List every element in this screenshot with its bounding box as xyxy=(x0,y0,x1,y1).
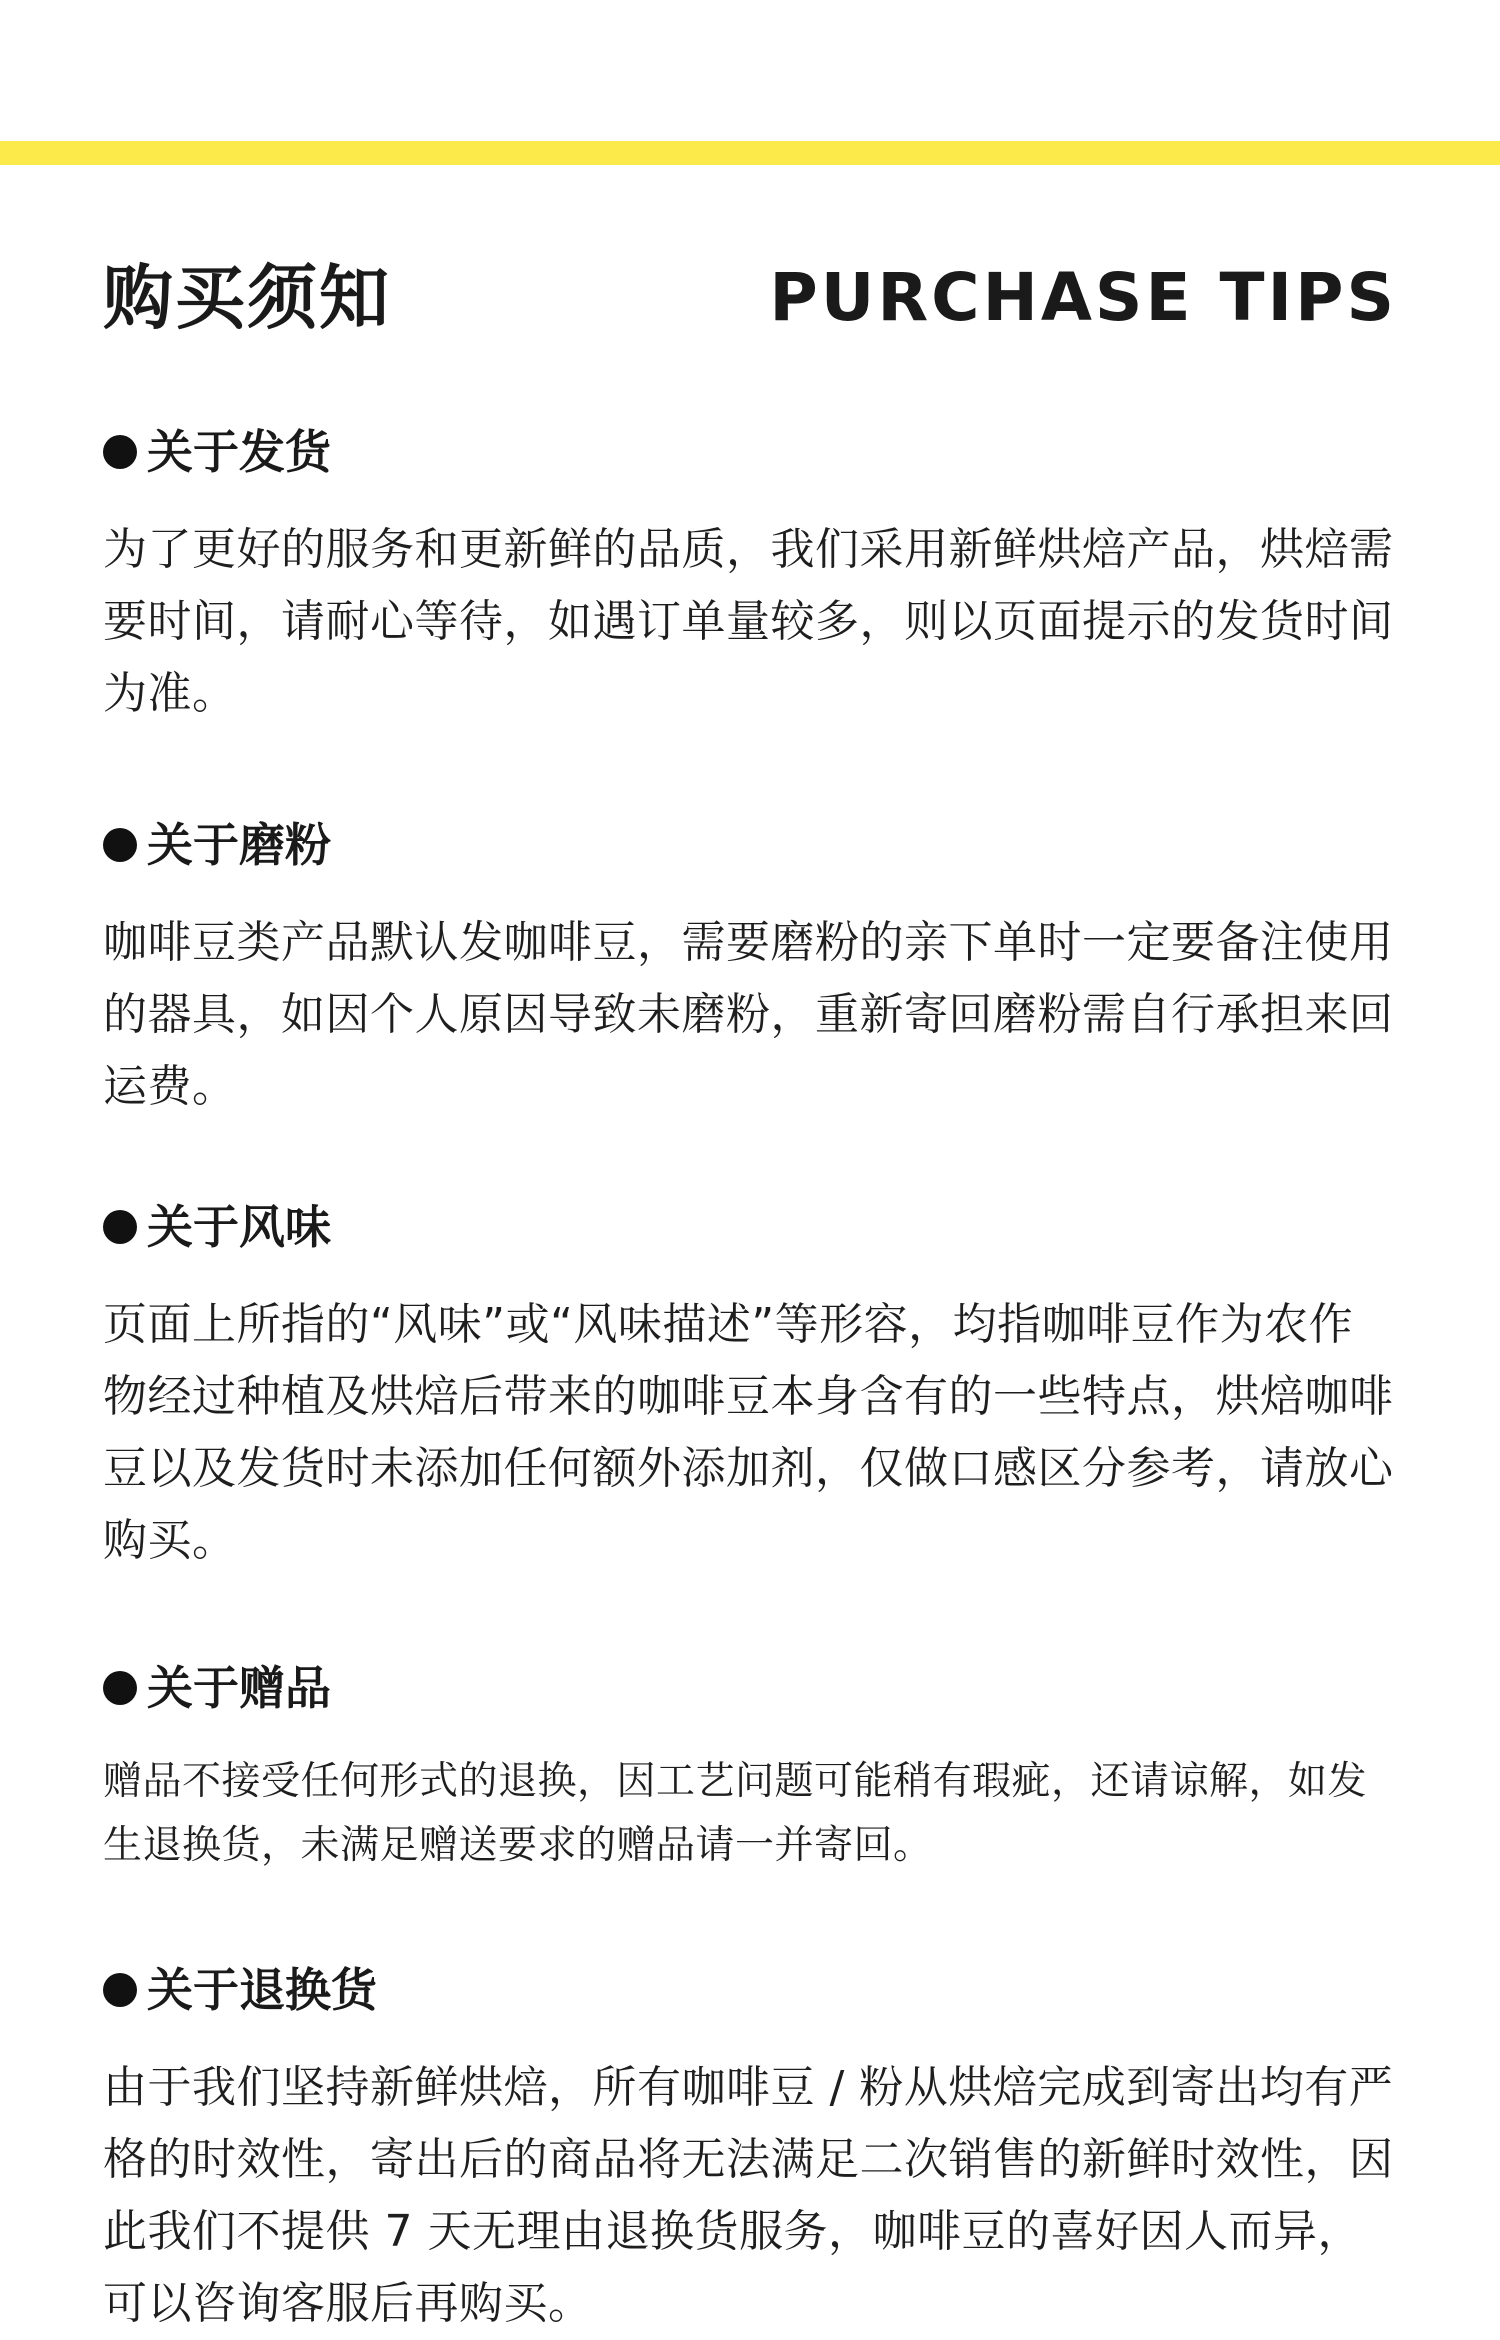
section-returns xyxy=(103,1960,1397,2340)
bullet-icon xyxy=(103,435,137,469)
section-heading xyxy=(103,1197,1397,1257)
section-body: 赠品不接受任何形式的退换，因工艺问题可能稍有瑕疵，还请谅解，如发生退换货，未满足赠送要求的赠品请一并寄回。 xyxy=(103,1759,1368,1868)
section-heading xyxy=(103,815,1397,875)
section-body: 由于我们坚持新鲜烘焙，所有咖啡豆 / 粉从烘焙完成到寄出均有严格的时效性，寄出后的商品将无法满足二次销售的新鲜时效性，因此我们不提供 7 天无理由退换货服务，咖啡豆的喜好因人而异，可以咨询客服后再购买。 xyxy=(103,2062,1394,2329)
section-body: 为了更好的服务和更新鲜的品质，我们采用新鲜烘焙产品，烘焙需要时间，请耐心等待，如遇订单量较多，则以页面提示的发货时间为准。 xyxy=(103,524,1394,719)
page-title-cn: 购买须知 xyxy=(103,257,391,339)
page-title-en: PURCHASE TIPS xyxy=(769,259,1397,336)
section-title: 关于退换货 xyxy=(147,1963,377,2017)
section-body: 页面上所指的“风味”或“风味描述”等形容，均指咖啡豆作为农作物经过种植及烘焙后带来的咖啡豆本身含有的一些特点，烘焙咖啡豆以及发货时未添加任何额外添加剂，仅做口感区分参考，请放心购买。 xyxy=(103,1299,1394,1566)
accent-bar xyxy=(0,141,1500,165)
section-title: 关于发货 xyxy=(147,425,331,479)
section-flavor xyxy=(103,1197,1397,1577)
bullet-icon xyxy=(103,828,137,862)
section-heading xyxy=(103,1960,1397,2020)
bullet-icon xyxy=(103,1671,137,1705)
section-grinding xyxy=(103,815,1397,1123)
section-body: 咖啡豆类产品默认发咖啡豆，需要磨粉的亲下单时一定要备注使用的器具，如因个人原因导致未磨粉，重新寄回磨粉需自行承担来回运费。 xyxy=(103,917,1394,1112)
page-header xyxy=(103,258,1397,338)
section-title: 关于风味 xyxy=(147,1200,331,1254)
bullet-icon xyxy=(103,1210,137,1244)
section-title: 关于赠品 xyxy=(147,1661,331,1715)
section-heading xyxy=(103,422,1397,482)
section-heading xyxy=(103,1658,1397,1718)
section-title: 关于磨粉 xyxy=(147,818,331,872)
section-shipping xyxy=(103,422,1397,730)
section-gifts xyxy=(103,1658,1397,1878)
bullet-icon xyxy=(103,1973,137,2007)
